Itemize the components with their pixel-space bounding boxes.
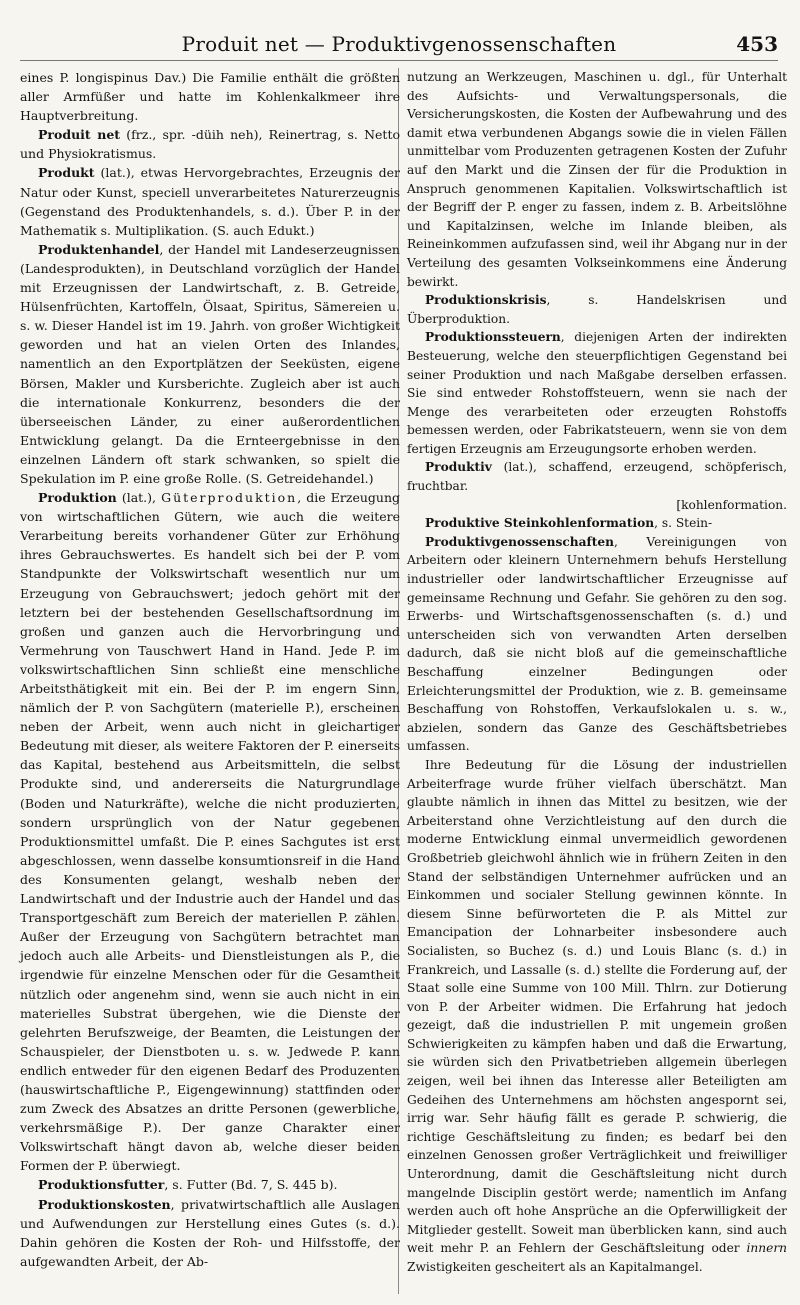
entry-text: eines P. longispinus Dav.) Die Familie enthält die größten aller Armfüßer und hatte im Kohlenkalkmeer ihre Hauptverbreitung.: [20, 70, 400, 124]
headword: Produit net: [38, 127, 121, 143]
entry-text: , s. Stein-: [654, 516, 713, 531]
entry-text: , s. Futter (Bd. 7, S. 445 b).: [164, 1177, 338, 1193]
headword: Produktive Steinkohlenformation: [425, 516, 655, 531]
entry-text: , s. Handelskrisen und Überproduktion.: [407, 293, 787, 326]
headword: Produktionskosten: [38, 1196, 171, 1212]
entry-text: Ihre Bedeutung für die Lösung der industriellen Arbeiterfrage wurde früher vielfach überschätzt. Man glaubte nämlich in ihnen das Mittel zu besitzen, wie der Arbeiterstand ohne Verzichtleistung auf den durch die moderne Entwicklung einmal unvermeidlich gewordenen Großbetrieb gleichwohl ähnlich wie in frühern Zeiten in den Stand der selbständigen Unternehmer aufrücken und an Einkommen und socialer Stellung gewinnen könnte. In diesem Sinne befürworteten die P. als Mittel zur Emancipation der Lohnarbeiter insbesondere auch Socialisten, so Buchez (s. d.) und Louis Blanc (s. d.) in Frankreich, und Lassalle (s. d.) stellte die Forderung auf, der Staat solle eine Summe von 100 Mill. Thlrn. zur Dotierung von P. der Arbeiter widmen. Die Erfahrung hat jedoch gezeigt, daß die industriellen P. mit ungemein großen Schwierigkeiten zu kämpfen haben und daß die Erwartung, sie würden sich den Privatbetrieben allgemein überlegen zeigen, weil bei ihnen das Interesse aller Beteiligten am Gedeihen des Unternehmens am höchsten angespornt sei, irrig war. Sehr häufig fällt es gerade P. schwierig, die richtige Geschäftsleitung zu finden; es bedarf bei den einzelnen Genossen großer Verträglichkeit und freiwilliger Unterordnung, damit die Geschäftsleitung nicht durch mangelnde Disciplin gestört werde; namentlich im Anfang werden auch oft hohe Ansprüche an die Opferwilligkeit der Mitglieder gestellt. Soweit man überblicken kann, sind auch weit mehr P. an Fehlern der Geschäftsleitung oder: [407, 757, 787, 1256]
carryover-line: [407, 496, 787, 515]
entry-text: , die Erzeugung von wirtschaftlichen Gütern, wie auch die weitere Verarbeitung bereits vorhandener Güter zur Erhöhung ihres Gebrauchswertes. Es handelt sich bei der P. vom Standpunkte der Volkswirtschaft wesentlich nur um Erzeugung von Gebrauchswert; jedoch gehört mit der letztern bei der bestehenden Gesellschaftsordnung im großen und ganzen auch die Hervorbringung und Vermehrung von Tauschwert Hand in Hand. Jede P. im volkswirtschaftlichen Sinn schließt eine menschliche Arbeitsthätigkeit mit ein. Bei der P. im engern Sinn, nämlich der P. von Sachgütern (materielle P.), erscheinen neben der Arbeit, wenn auch nicht in gleichartiger Bedeutung mit dieser, als weitere Faktoren der P. einerseits das Kapital, bestehend aus Arbeitsmitteln, die selbst Produkte sind, und andererseits die Naturgrundlage (Boden und Naturkräfte), welche die nicht produzierten, sondern ursprünglich von der Natur gegebenen Produktionsmittel umfaßt. Die P. eines Sachgutes ist erst abgeschlossen, wenn dasselbe konsumtionsreif in die Hand des Konsumenten gelangt, weshalb neben der Landwirtschaft und der Industrie auch der Handel und das Transportgeschäft zum Bereich der materiellen P. zählen. Außer der Erzeugung von Sachgütern betrachtet man jedoch auch alle Arbeits- und Dienstleistungen als P., die irgendwie für einzelne Menschen oder für die Gesamtheit nützlich oder angenehm sind, wenn sie auch nicht in ein materielles Substrat übergehen, wie die Dienste der gelehrten Berufszweige, der Beamten, die Leistungen der Schauspieler, der Dienstboten u. s. w. Jedwede P. kann endlich entweder für den eigenen Bedarf des Produzenten (hauswirtschaftliche P., Eigengewinnung) stattfinden oder zum Zweck des Absatzes an dritte Personen (gewerbliche, verkehrsmäßige P.). Der ganze Charakter einer Volkswirtschaft hängt davon ab, welche dieser beiden Formen der P. überwiegt.: [20, 490, 400, 1174]
entry-text: (lat.), etwas Hervorgebrachtes, Erzeugnis der Natur oder Kunst, speciell unverarbeitetes Naturerzeugnis (Gegenstand des Produktenhandels, s. d.). Über P. in der Mathematik s. Multiplikation. (S. auch Edukt.): [20, 165, 400, 238]
entry-produkt: [20, 163, 400, 239]
carryover-text: [kohlenformation.: [676, 497, 787, 512]
entry-produktenhandel: [20, 240, 400, 488]
entry-continuation: [20, 68, 400, 125]
entry-text: (lat.), schaffend, erzeugend, schöpferisch, fruchtbar.: [407, 460, 787, 494]
entry-produktionskosten: [20, 1195, 400, 1271]
entry-text: , der Handel mit Landeserzeugnissen (Landesprodukten), in Deutschland vorzüglich der Handel mit Erzeugnissen der Landwirtschaft, z. B. Getreide, Hülsenfrüchten, Kartoffeln, Ölsaat, Spiritus, Sämereien u. s. w. Dieser Handel ist im 19. Jahrh. von großer Wichtigkeit geworden und hat an vielen Orten des Inlandes, namentlich an den Exportplätzen der Seeküsten, eigene Börsen, Makler und Kursberichte. Zugleich aber ist auch die internationale Konkurrenz, besonders die der überseeischen Länder, zu einer außerordentlichen Entwicklung gelangt. Da die Ernteergebnisse in den einzelnen Ländern oft stark schwanken, so spielt die Spekulation im P. eine große Rolle. (S. Getreidehandel.): [20, 241, 400, 486]
left-column: [20, 68, 400, 1271]
entry-produktion: [20, 488, 400, 1175]
headword: Produktionskrisis: [425, 293, 547, 308]
entry-produit-net: [20, 125, 400, 163]
headword: Produktionsfutter: [38, 1177, 165, 1193]
entry-text: Zwistigkeiten gescheitert als an Kapitalmangel.: [407, 1260, 703, 1274]
entry-produktiv: [407, 458, 787, 495]
entry-produktionsfutter: [20, 1175, 400, 1194]
headword: Produktion: [38, 490, 117, 506]
entry-text: , diejenigen Arten der indirekten Besteuerung, welche den steuerpflichtigen Gegenstand bei seiner Produktion und nach Maßgabe derselben erfassen. Sie sind entweder Rohstoffsteuern, wenn sie nach der Menge des verarbeiteten oder erzeugten Rohstoffs bemessen werden, oder Fabrikatsteuern, wenn sie von dem fertigen Erzeugnis am Erzeugungsorte erhoben werden.: [407, 330, 787, 456]
page-header: [20, 26, 778, 61]
entry-produktionskrisis: [407, 291, 787, 328]
entry-text: , Vereinigungen von Arbeitern oder kleinern Unternehmern behufs Herstellung industrieller oder landwirtschaftlicher Erzeugnisse auf gemeinsame Rechnung und Gefahr. Sie gehören zu den sog. Erwerbs- und Wirtschaftsgenossenschaften (s. d.) und unterscheiden sich von verwandten Arten derselben dadurch, daß sie nicht bloß auf die gemeinschaftliche Beschaffung einzelner Bedingungen oder Erleichterungsmittel der Produktion, wie z. B. gemeinsame Beschaffung von Rohstoffen, Verkaufslokalen u. s. w., abzielen, sondern das Ganze des Geschäftsbetriebes umfassen.: [407, 534, 787, 754]
headword: Produktenhandel: [38, 241, 160, 257]
entry-text: (lat.),: [116, 490, 162, 506]
entry-produktive-steinkohlenformation: [407, 514, 787, 533]
entry-text: , privatwirtschaftlich alle Auslagen und Aufwendungen zur Herstellung eines Gutes (s. d.). Dahin gehören die Kosten der Roh- und Hilfsstoffe, der aufgewandten Arbeit, der Ab-: [20, 1196, 400, 1269]
page-number: 453: [736, 32, 778, 56]
headword: Produktivgenossenschaften: [425, 534, 615, 549]
entry-continuation: [407, 68, 787, 291]
right-column: [407, 68, 787, 1277]
italic-word: innern: [746, 1241, 787, 1256]
entry-text: nutzung an Werkzeugen, Maschinen u. dgl., für Unterhalt des Aufsichts- und Verwaltungspersonals, die Versicherungskosten, die Kosten der Aufbewahrung und des damit etwa verbundenen Abgangs sowie die in vielen Fällen unmittelbar vom Produzenten getragenen Kosten der Zufuhr auf den Markt und die Zinsen der für die Produktion in Anspruch genommenen Kapitalien. Volkswirtschaftlich ist der Begriff der P. enger zu fassen, indem z. B. Arbeitslöhne und Kapitalzinsen, welche im Inlande bleiben, als Reineinkommen aufzufassen sind, weil ihr Abgang nur in der Verteilung des gesamten Volkseinkommens eine Änderung bewirkt.: [407, 70, 787, 289]
headword: Produktionssteuern: [425, 330, 561, 345]
entry-produktivgenossenschaften: [407, 533, 787, 756]
running-title: Produit net — Produktivgenossenschaften: [181, 32, 617, 56]
entry-text: (frz., spr. -düih neh), Reinertrag, s. Netto und Physiokratismus.: [20, 127, 400, 162]
headword: Produkt: [38, 165, 95, 181]
entry-produktionssteuern: [407, 328, 787, 458]
spaced-term: Güterproduktion: [161, 490, 298, 506]
headword: Produktiv: [425, 460, 492, 475]
entry-paragraph: [407, 756, 787, 1277]
